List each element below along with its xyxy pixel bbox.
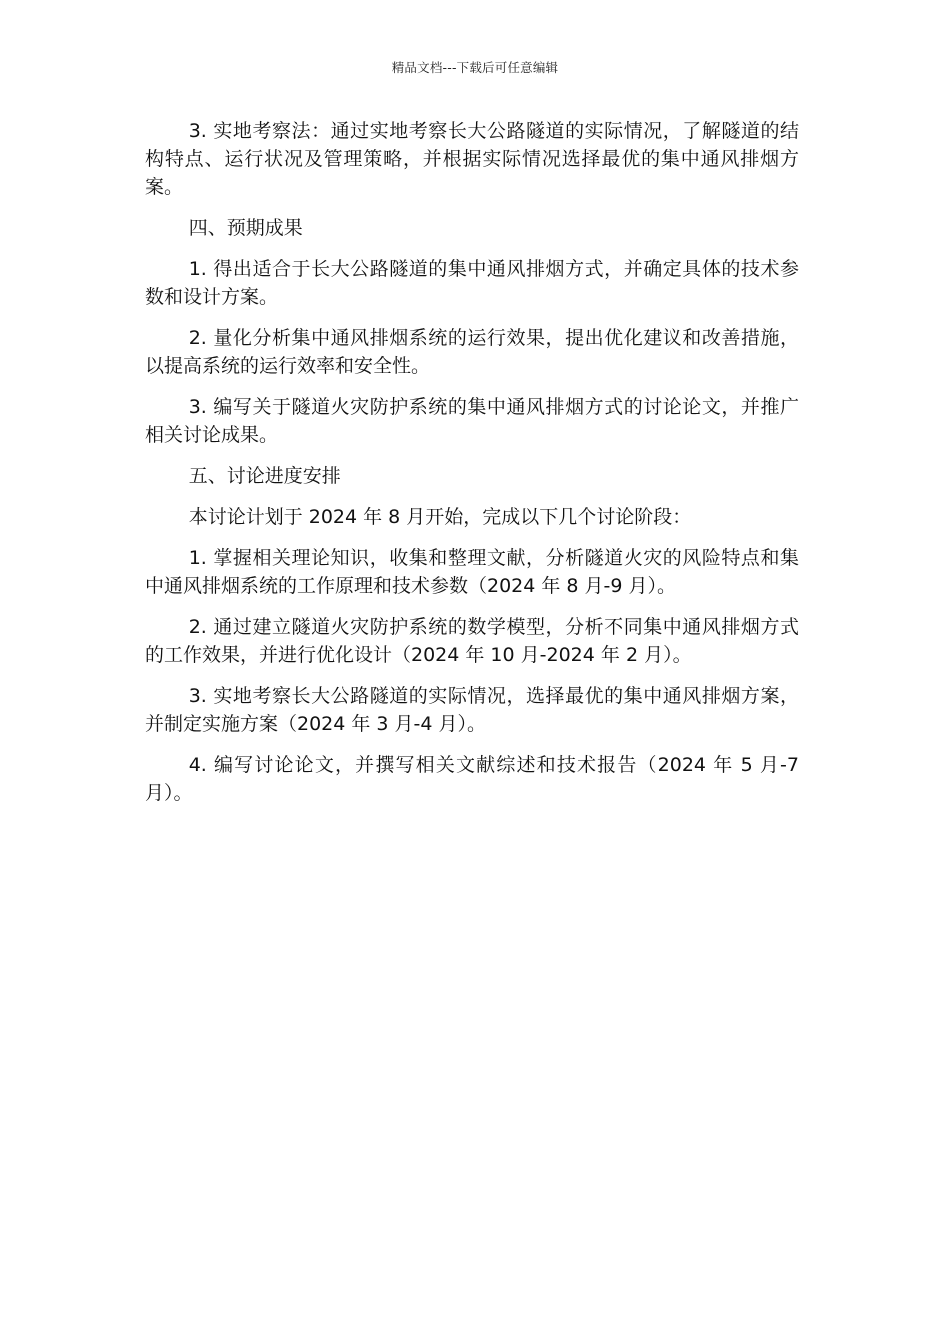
paragraph-result-3: 3. 编写关于隧道火灾防护系统的集中通风排烟方式的讨论论文，并推广相关讨论成果。 bbox=[145, 396, 799, 446]
document-body bbox=[145, 117, 799, 820]
section-heading-schedule: 五、讨论进度安排 bbox=[188, 465, 341, 487]
page-header: 精品文档---下载后可任意编辑 bbox=[391, 60, 559, 75]
paragraph-method-3: 3. 实地考察法：通过实地考察长大公路隧道的实际情况，了解隧道的结构特点、运行状况及管理策略，并根据实际情况选择最优的集中通风排烟方案。 bbox=[145, 120, 799, 198]
section-heading-expected-results: 四、预期成果 bbox=[188, 217, 303, 239]
paragraph-schedule-3: 3. 实地考察长大公路隧道的实际情况，选择最优的集中通风排烟方案，并制定实施方案（2024 年 3 月-4 月）。 bbox=[145, 685, 799, 735]
paragraph-result-1: 1. 得出适合于长大公路隧道的集中通风排烟方式，并确定具体的技术参数和设计方案。 bbox=[145, 258, 799, 308]
paragraph-schedule-2: 2. 通过建立隧道火灾防护系统的数学模型，分析不同集中通风排烟方式的工作效果，并进行优化设计（2024 年 10 月-2024 年 2 月）。 bbox=[145, 616, 799, 666]
paragraph-result-2: 2. 量化分析集中通风排烟系统的运行效果，提出优化建议和改善措施，以提高系统的运行效率和安全性。 bbox=[145, 327, 799, 377]
paragraph-schedule-4: 4. 编写讨论论文，并撰写相关文献综述和技术报告（2024 年 5 月-7 月）。 bbox=[145, 754, 799, 804]
paragraph-schedule-intro: 本讨论计划于 2024 年 8 月开始，完成以下几个讨论阶段： bbox=[188, 506, 692, 528]
paragraph-schedule-1: 1. 掌握相关理论知识，收集和整理文献，分析隧道火灾的风险特点和集中通风排烟系统的工作原理和技术参数（2024 年 8 月-9 月）。 bbox=[145, 547, 799, 597]
